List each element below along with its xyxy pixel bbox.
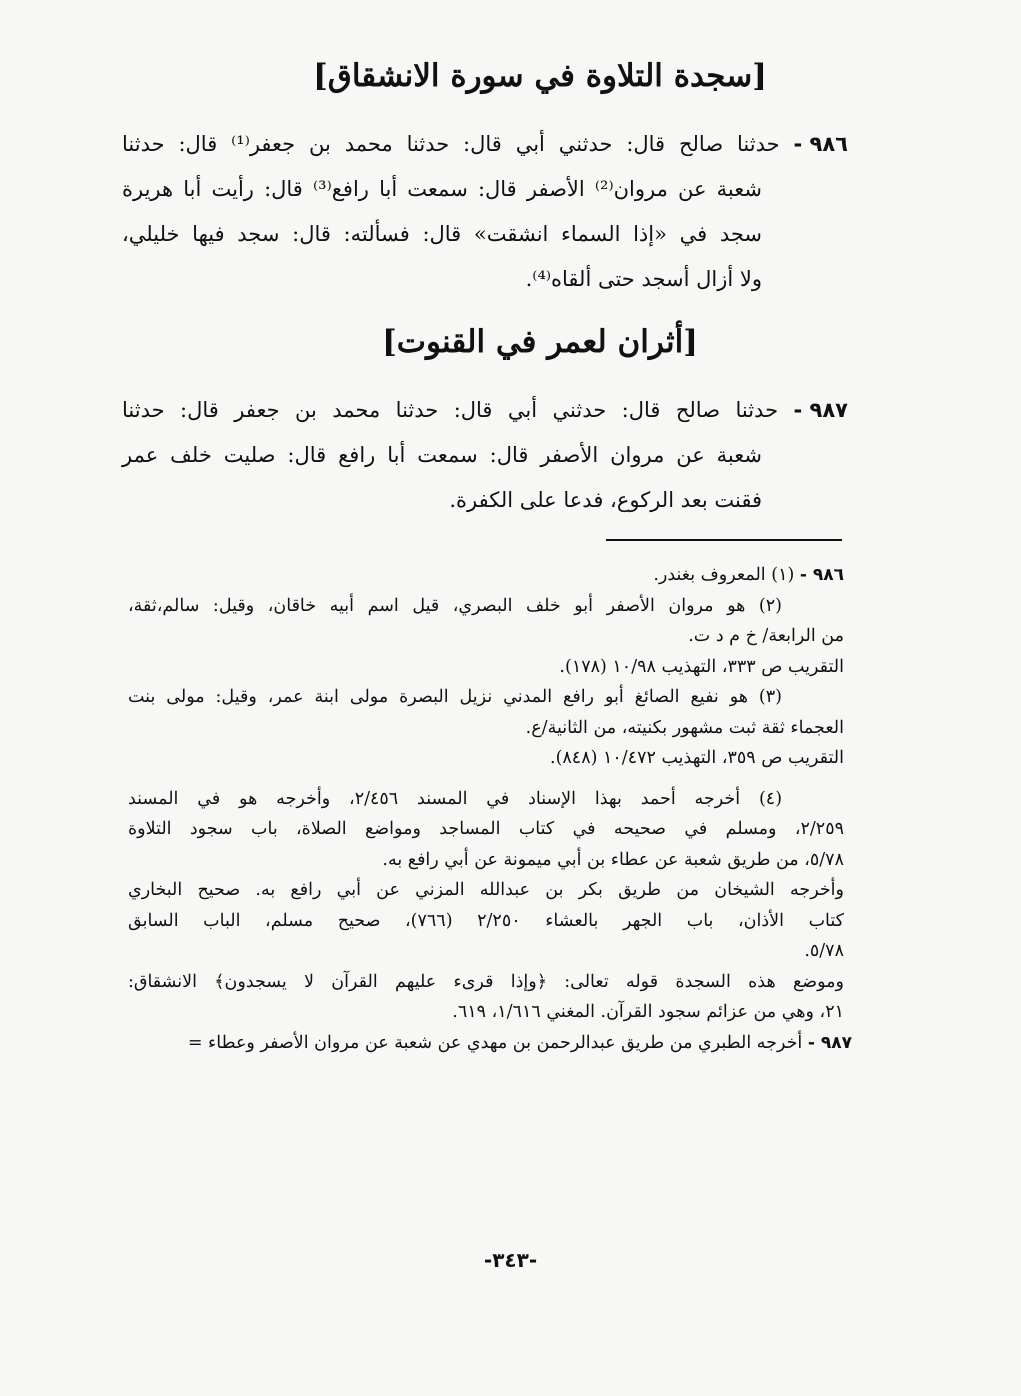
footnotes — [128, 560, 852, 1058]
hadith-986-line-4: ولا أزال أسجد حتى ألقاه⁽⁴⁾. — [525, 267, 762, 291]
hadith-986 — [122, 122, 848, 302]
footnote-3-line-2: العجماء ثقة ثبت مشهور بكنيته، من الثانية/ع. — [525, 717, 844, 738]
hadith-986-line-2: شعبة عن مروان⁽²⁾ الأصفر قال: سمعت أبا رافع⁽³⁾ قال: رأيت أبا هريرة — [122, 177, 762, 201]
hadith-986-line-3: سجد في «إذا السماء انشقت» قال: فسألته: قال: سجد فيها خليلي، — [122, 222, 762, 246]
footnote-hadith-label: ٩٨٦ - — [799, 565, 844, 585]
hadith-987 — [122, 388, 848, 523]
footnote-divider — [606, 539, 842, 541]
footnote-4-line-1: (٤) أخرجه أحمد بهذا الإسناد في المسند ٢/٤٥٦، وأخرجه هو في المسند — [128, 788, 783, 809]
hadith-987-line-1: ٩٨٧ - حدثنا صالح قال: حدثني أبي قال: حدثنا محمد بن جعفر قال: حدثنا — [122, 388, 848, 433]
section-heading-2: [أثران لعمر في القنوت] — [382, 324, 698, 360]
footnote-4-line-7: وموضع هذه السجدة قوله تعالى: ﴿وإذا قرىء عليهم القرآن لا يسجدون﴾ الانشقاق: — [128, 971, 844, 992]
hadith-987-line-2: شعبة عن مروان الأصفر قال: سمعت أبا رافع قال: صليت خلف عمر — [122, 443, 762, 467]
hadith-987-line-3: فقنت بعد الركوع، فدعا على الكفرة. — [449, 488, 762, 512]
footnote-4-line-2: ٢/٢٥٩، ومسلم في صحيحه في كتاب المساجد ومواضع الصلاة، باب سجود التلاوة — [128, 819, 844, 839]
footnote-3-line-1: (٣) هو نفيع الصائغ أبو رافع المدني نزيل البصرة مولى ابنة عمر، وقيل: مولى بنت — [128, 687, 782, 707]
footnote-1: ٩٨٦ - (١) المعروف بغندر. — [653, 565, 844, 585]
footnote-4-line-3: ٥/٧٨، من طريق شعبة عن عطاء بن أبي ميمونة عن أبي رافع به. — [382, 849, 844, 870]
footnote-hadith-label: ٩٨٧ - — [807, 1032, 852, 1053]
footnote-987: ٩٨٧ - أخرجه الطبري من طريق عبدالرحمن بن مهدي عن شعبة عن مروان الأصفر وعطاء = — [187, 1032, 852, 1053]
hadith-986-line-1: ٩٨٦ - حدثنا صالح قال: حدثني أبي قال: حدثنا محمد بن جعفر⁽¹⁾ قال: حدثنا — [122, 122, 848, 167]
footnote-4-line-6: ٥/٧٨. — [804, 941, 844, 961]
page-number: -٣٤٣- — [483, 1248, 538, 1272]
hadith-number: ٩٨٧ - — [793, 398, 848, 422]
hadith-number: ٩٨٦ - — [793, 132, 848, 156]
footnote-4-line-4: وأخرجه الشيخان من طريق بكر بن عبدالله المزني عن أبي رافع به. صحيح البخاري — [128, 880, 844, 900]
footnote-3-line-3: التقريب ص ٣٥٩، التهذيب ١٠/٤٧٢ (٨٤٨). — [550, 748, 844, 768]
footnote-2-line-1: (٢) هو مروان الأصفر أبو خلف البصري، قيل اسم أبيه خاقان، وقيل: سالم،ثقة، — [128, 595, 782, 616]
footnote-4-line-8: ٢١، وهي من عزائم سجود القرآن. المغني ١/٦١٦، ٦١٩. — [452, 1002, 844, 1022]
footnote-2-line-3: التقريب ص ٣٣٣، التهذيب ١٠/٩٨ (١٧٨). — [559, 656, 844, 677]
footnote-2-line-2: من الرابعة/ خ م د ت. — [688, 626, 844, 646]
footnote-4-line-5: كتاب الأذان، باب الجهر بالعشاء ٢/٢٥٠ (٧٦٦)، صحيح مسلم، الباب السابق — [128, 910, 844, 931]
section-heading-1: [سجدة التلاوة في سورة الانشقاق] — [313, 58, 767, 94]
